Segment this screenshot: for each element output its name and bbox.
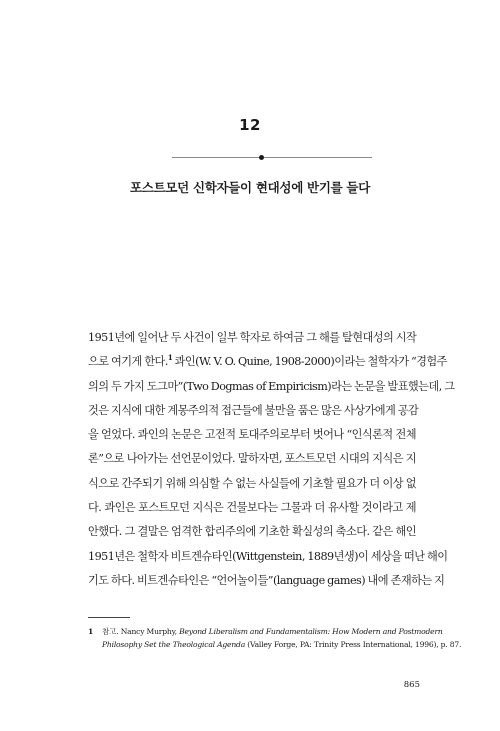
body-line-text: 론”으로 나아가는 선언문이었다. 말하자면, 포스트모던 시대의 지식은 지	[88, 452, 416, 466]
body-line-text: 식으로 간주되기 위해 의심할 수 없는 사실들에 기초할 필요가 더 이상 없	[88, 476, 416, 490]
body-line-text: 으로 여기게 한다.	[88, 355, 168, 369]
body-line	[88, 496, 416, 520]
chapter-number: 12	[239, 116, 261, 134]
footnote-prefix: 참고. Nancy Murphy,	[102, 627, 180, 636]
footnote-book-title-cont: Philosophy Set the Theological Agenda	[102, 639, 246, 649]
body-line	[88, 593, 416, 617]
body-line-text: 1951년에 일어난 두 사건이 일부 학자로 하여금 그 해를 탈현대성의 시작	[88, 331, 417, 344]
chapter-title: 포스트모던 신학자들이 현대성에 반기를 들다	[130, 180, 370, 195]
body-line-text: 의의 두 가지 도그마”(Two Dogmas of Empiricism)라는 논문을 발표했는데, 그	[88, 379, 455, 393]
body-line-text: 다. 콰인은 포스트모던 지식은 건물보다는 그물과 더 유사할 것이라고 제	[88, 501, 416, 515]
body-text	[88, 326, 455, 618]
body-line	[88, 399, 419, 423]
footnote	[88, 626, 462, 651]
footnote-rule	[88, 617, 130, 618]
body-line	[88, 375, 455, 399]
footnote-book-title: Beyond Liberalism and Fundamentalism: How Modern and Postmodern	[179, 627, 443, 636]
body-line-text: 콰인(W. V. O. Quine, 1908-2000)이라는 철학자가 “경험주	[172, 355, 447, 369]
footnote-suffix: (Valley Forge, PA: Trinity Press International, 1996), p. 87.	[245, 639, 462, 649]
footnote-line	[88, 639, 462, 652]
body-line-text: 기도 하다. 비트겐슈타인은 “언어놀이들”(language games) 내에 존재하는 지	[88, 573, 445, 587]
body-line-text: 안했다. 그 결말은 엄격한 합리주의에 기초한 확실성의 축소다. 같은 해인	[88, 525, 416, 539]
divider-dot	[259, 155, 264, 160]
body-line	[88, 326, 416, 350]
body-line	[88, 569, 445, 593]
body-line	[88, 423, 416, 447]
body-line-text: 것은 지식에 대한 계몽주의적 접근들에 불만을 품은 많은 사상가에게 공감	[88, 403, 419, 417]
body-line	[88, 520, 416, 544]
page-number: 865	[403, 680, 420, 690]
footnote-line	[88, 626, 443, 639]
body-line	[88, 545, 448, 569]
body-line	[88, 350, 447, 374]
footnote-reference[interactable]: 1	[167, 353, 173, 363]
body-line-text: 을 얻었다. 콰인의 논문은 고전적 토대주의로부터 벗어나 “인식론적 전체	[88, 428, 416, 442]
body-line-text: 1951년은 철학자 비트겐슈타인(Wittgenstein, 1889년생)이 세상을 떠난 해이	[88, 549, 448, 563]
body-line	[88, 472, 416, 496]
body-line	[88, 447, 416, 471]
title-divider	[172, 157, 372, 158]
footnote-number: 1	[88, 627, 94, 636]
